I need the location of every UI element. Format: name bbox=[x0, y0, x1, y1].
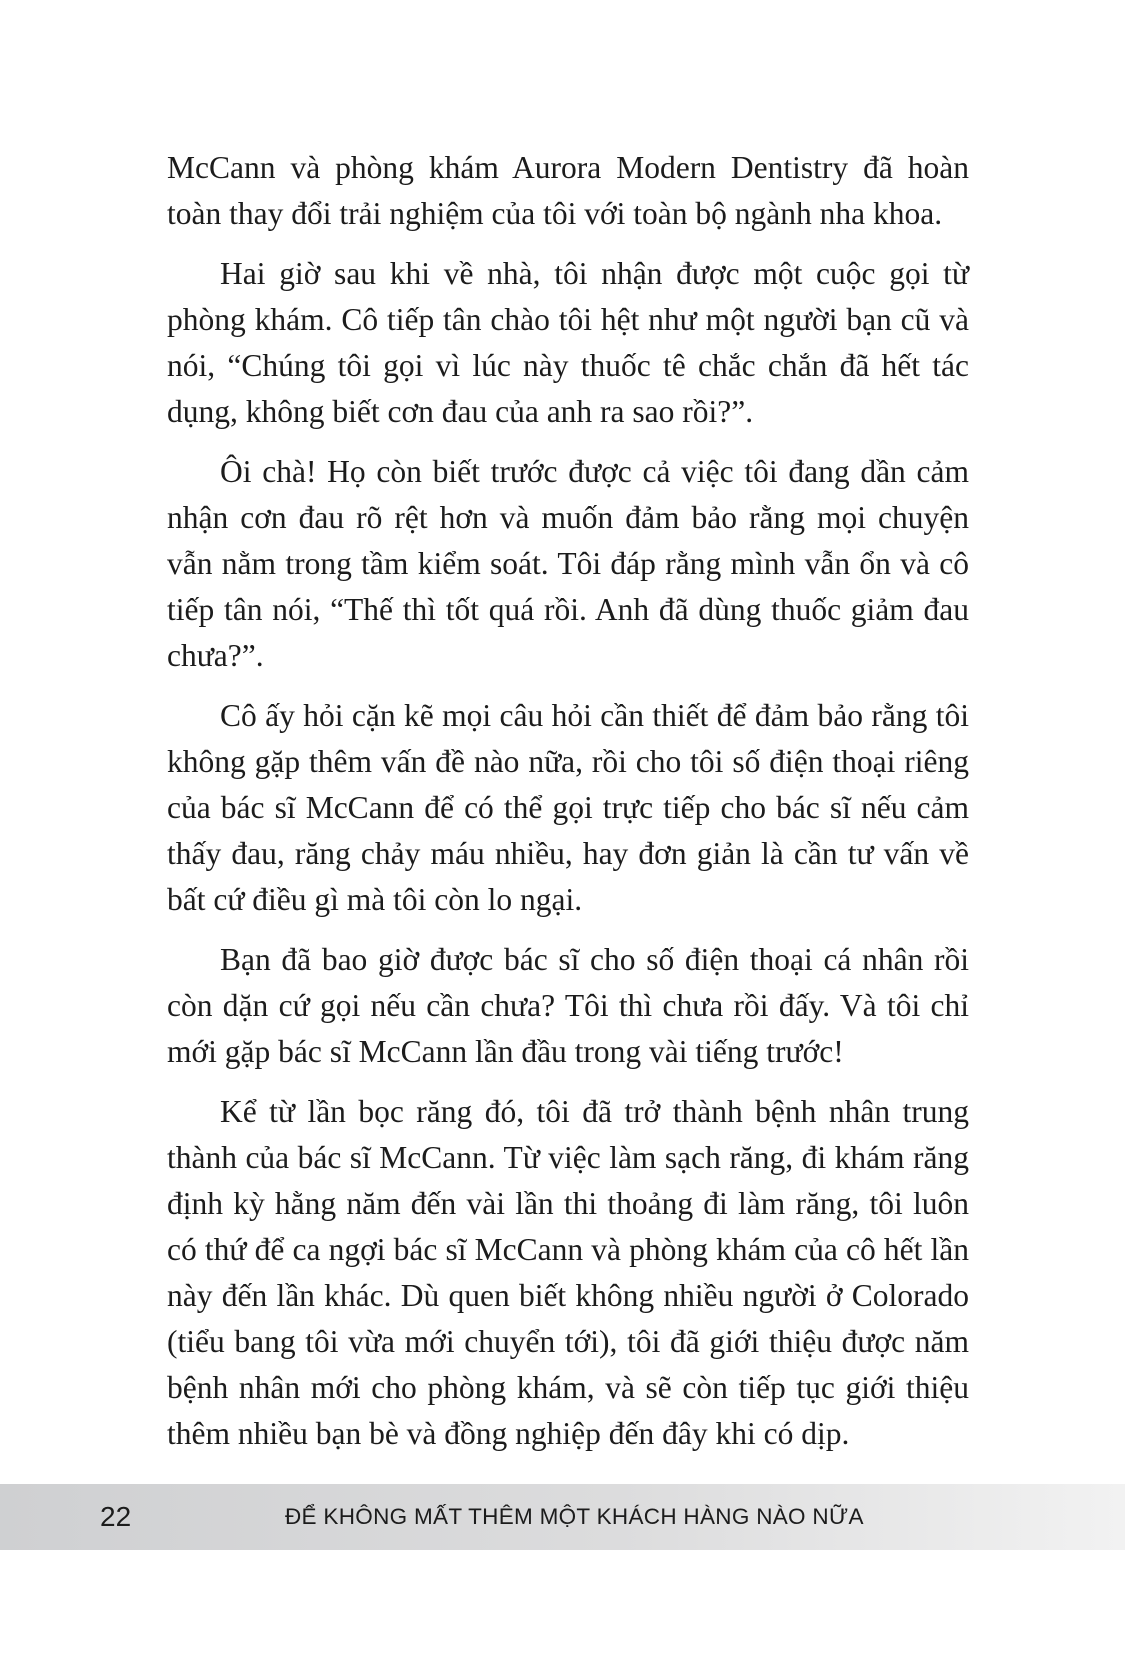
page-number: 22 bbox=[100, 1501, 132, 1532]
running-title: ĐỂ KHÔNG MẤT THÊM MỘT KHÁCH HÀNG NÀO NỮA bbox=[285, 1504, 864, 1529]
page-footer bbox=[0, 1484, 1125, 1550]
paragraph-phone-call: Hai giờ sau khi về nhà, tôi nhận được một cuộc gọi từ phòng khám. Cô tiếp tân chào tôi hệt như một người bạn cũ và nói, “Chúng tôi gọi vì lúc này thuốc tê chắc chắn đã hết tác dụng, không biết cơn đau của anh ra sao rồi?”. bbox=[167, 256, 969, 429]
paragraph-continuation: McCann và phòng khám Aurora Modern Dentistry đã hoàn toàn thay đổi trải nghiệm của tôi với toàn bộ ngành nha khoa. bbox=[167, 150, 969, 231]
paragraph-personal-number: Cô ấy hỏi cặn kẽ mọi câu hỏi cần thiết để đảm bảo rằng tôi không gặp thêm vấn đề nào nữa, rồi cho tôi số điện thoại riêng của bác sĩ McCann để có thể gọi trực tiếp cho bác sĩ nếu cảm thấy đau, răng chảy máu nhiều, hay đơn giản là cần tư vấn về bất cứ điều gì mà tôi còn lo ngại. bbox=[167, 698, 969, 917]
paragraph-loyal-patient: Kể từ lần bọc răng đó, tôi đã trở thành bệnh nhân trung thành của bác sĩ McCann. Từ việc làm sạch răng, đi khám răng định kỳ hằng năm đến vài lần thi thoảng đi làm răng, tôi luôn có thứ để ca ngợi bác sĩ McCann và phòng khám của cô hết lần này đến lần khác. Dù quen biết không nhiều người ở Colorado (tiểu bang tôi vừa mới chuyển tới), tôi đã giới thiệu được năm bệnh nhân mới cho phòng khám, và sẽ còn tiếp tục giới thiệu thêm nhiều bạn bè và đồng nghiệp đến đây khi có dịp. bbox=[167, 1094, 969, 1451]
page-body bbox=[167, 145, 969, 1471]
paragraph-pain-followup: Ôi chà! Họ còn biết trước được cả việc tôi đang dần cảm nhận cơn đau rõ rệt hơn và muốn đảm bảo rằng mọi chuyện vẫn nằm trong tầm kiểm soát. Tôi đáp rằng mình vẫn ổn và cô tiếp tân nói, “Thế thì tốt quá rồi. Anh đã dùng thuốc giảm đau chưa?”. bbox=[167, 454, 969, 673]
paragraph-rhetorical-question: Bạn đã bao giờ được bác sĩ cho số điện thoại cá nhân rồi còn dặn cứ gọi nếu cần chưa? Tôi thì chưa rồi đấy. Và tôi chỉ mới gặp bác sĩ McCann lần đầu trong vài tiếng trước! bbox=[167, 942, 969, 1069]
